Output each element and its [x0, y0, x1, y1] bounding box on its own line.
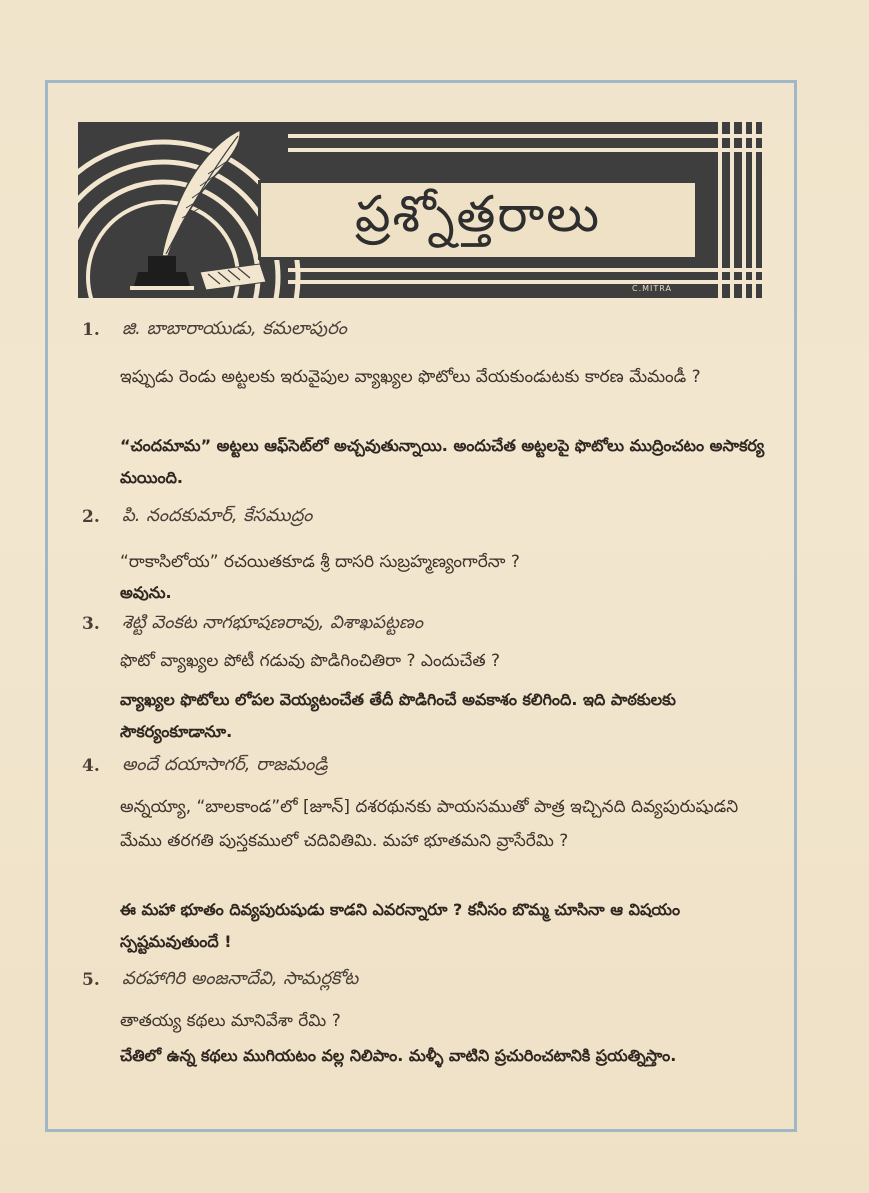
qa-number: 5.: [82, 970, 100, 990]
qa-number: 1.: [82, 320, 100, 340]
qa-asker: అందే దయాసాగర్, రాజమండ్రి: [122, 754, 328, 775]
qa-asker: జి. బాబారాయుడు, కమలాపురం: [122, 318, 347, 339]
quill-inkpot-icon: [120, 122, 270, 298]
qa-question: ఇప్పుడు రెండు అట్టలకు ఇరువైపుల వ్యాఖ్యల ఫొటోలు వేయకుండుటకు కారణ మేమండీ ?: [120, 367, 701, 387]
qa-question: ఫొటో వ్యాఖ్యల పోటీ గడువు పొడిగించితిరా ? ఎందుచేత ?: [120, 651, 501, 671]
banner-stripe: [288, 268, 762, 272]
banner-bar: [718, 122, 722, 298]
banner-stripe: [288, 280, 762, 284]
title-box: [258, 180, 698, 260]
qa-number: 3.: [82, 614, 100, 634]
artist-signature: C.MITRA: [632, 284, 672, 293]
qa-number: 4.: [82, 756, 100, 776]
qa-number: 2.: [82, 507, 100, 527]
banner-bar: [742, 122, 746, 298]
qa-answer: “చందమామ” అట్టలు ఆఫ్‌సెట్‌లో అచ్చవుతున్నాయి. అందుచేత అట్టలపై ఫొటోలు ముద్రించటం అసాకర్య మయింది.: [120, 436, 765, 487]
page-title: ప్రశ్నోత్తరాలు: [354, 184, 602, 243]
qa-asker: పి. నందకుమార్, కేసముద్రం: [122, 505, 313, 526]
banner-bar: [752, 122, 756, 298]
qa-answer: చేతిలో ఉన్న కథలు ముగియటం వల్ల నిలిపాం. మళ్ళీ వాటిని ప్రచురించటానికి ప్రయత్నిస్తాం.: [120, 1046, 677, 1065]
banner-bar: [730, 122, 734, 298]
banner-stripe: [288, 134, 762, 138]
qa-question: తాతయ్య కథలు మానివేశా రేమి ?: [120, 1011, 341, 1031]
banner-stripe: [288, 148, 762, 152]
qa-asker: వరహాగిరి అంజనాదేవి, సామర్లకోట: [122, 968, 359, 989]
qa-answer: ఈ మహా భూతం దివ్యపురుషుడు కాడని ఎవరన్నారూ ? కనీసం బొమ్మ చూసినా ఆ విషయం స్పష్టమవుతుందే !: [120, 900, 681, 951]
qa-answer: అవును.: [120, 583, 172, 602]
qa-question: “రాకాసిలోయ” రచయితకూడ శ్రీ దాసరి సుబ్రహ్మణ్యంగారేనా ?: [120, 552, 520, 572]
qa-question: అన్నయ్యా, “బాలకాండ”లో [జూన్] దశరథునకు పాయసముతో పాత్ర ఇచ్చినది దివ్యపురుషుడని మేము తరగతి పుస్తకములో చదివితిమి. మహా భూతమని వ్రాసేరేమి ?: [120, 797, 739, 851]
qa-answer: వ్యాఖ్యల ఫొటోలు లోపల వెయ్యటంచేత తేదీ పొడిగించే అవకాశం కలిగింది. ఇది పాఠకులకు సౌకర్యంకూడానూ.: [120, 690, 676, 741]
qa-asker: శెట్టి వెంకట నాగభూషణరావు, విశాఖపట్టణం: [122, 612, 423, 633]
